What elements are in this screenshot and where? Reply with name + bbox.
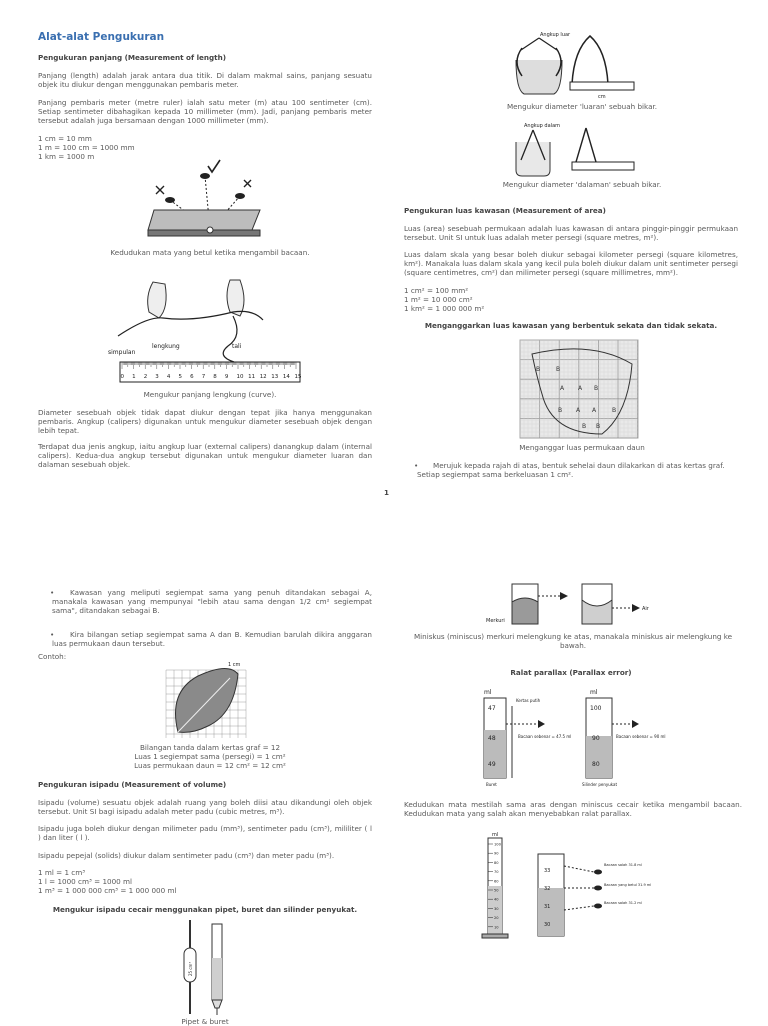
label-ml: ml: [590, 689, 598, 696]
svg-text:B: B: [556, 366, 561, 373]
svg-text:B: B: [558, 407, 563, 414]
ruler-number: 6: [190, 374, 194, 380]
cylinder-tick: 30: [494, 906, 499, 911]
para-calipers: Terdapat dua jenis angkup, iaitu angkup luar (external calipers) danangkup dalam (internal calipers). Kedua-dua angkup tersebut digunakan untuk mengukur diameter luaran dan dalaman sesebuah objek.: [38, 442, 372, 469]
cylinder-tick: 10: [494, 925, 499, 930]
label-merkuri: Merkuri: [486, 618, 505, 624]
ruler-number: 12: [259, 374, 267, 380]
caption-leaf2-a: Bilangan tanda dalam kertas graf = 12: [139, 743, 281, 752]
tick-32: 32: [544, 886, 551, 892]
ruler-number: 15: [294, 374, 302, 380]
bullet-dot: •: [414, 461, 419, 470]
ruler-number: 10: [236, 374, 244, 380]
label-reading-2: Bacaan sebenar = 90 ml: [616, 734, 666, 739]
bullet-count: Kira bilangan setiap segiempat sama A dan B. Kemudian barulah dikira anggaran luas permukaan daun tersebut.: [52, 630, 372, 648]
leaf-graph-figure: [520, 340, 638, 438]
label-air: Air: [642, 606, 649, 612]
svg-text:A: A: [576, 407, 581, 414]
para-area-def: Luas (area) sesebuah permukaan adalah luas kawasan di antara pinggir-pinggir permukaan tersebut. Unit SI untuk luas adalah meter persegi (square metres, m²).: [404, 224, 738, 242]
volume-conversion: 1 l = 1000 cm³ = 1000 ml: [38, 877, 133, 886]
caption-eye: Kedudukan mata yang betul ketika mengambil bacaan.: [110, 248, 310, 257]
para-solids: Isipadu pepejal (solids) diukur dalam sentimeter padu (cm³) dan meter padu (m³).: [38, 851, 335, 860]
caption-curve: Mengukur panjang lengkung (curve).: [143, 390, 277, 399]
cylinder-reading-figure: [478, 830, 652, 942]
cylinder-tick: 100: [494, 842, 501, 847]
tick-80: 80: [592, 761, 600, 768]
contoh-label: Contoh:: [38, 652, 67, 661]
label-angkup-luar: Angkup luar: [540, 32, 571, 38]
ruler-number: 3: [155, 374, 159, 380]
tick-49: 49: [488, 761, 496, 768]
label-kertas-putih: Kertas putih: [516, 698, 541, 703]
conversion-line: 1 m = 100 cm = 1000 mm: [38, 143, 135, 152]
para-area-scale: Luas dalam skala yang besar boleh diukur sebagai kilometer persegi (square kilometres, km²). Manakala luas dalam skala yang kecil pula boleh diukur dalam unit sentimeter persegi (square centimetres, cm²) dan milimeter persegi (square millimetres, mm²).: [404, 250, 738, 277]
label-correct: Bacaan yang betul 31.9 ml: [604, 883, 652, 887]
volume-conversion: 1 m³ = 1 000 000 cm³ = 1 000 000 ml: [38, 886, 177, 895]
ruler-number: 4: [166, 374, 171, 380]
heading-estimate: Menganggarkan luas kawasan yang berbentuk sekata dan tidak sekata.: [424, 321, 718, 330]
heading-parallax: Ralat parallax (Parallax error): [510, 668, 632, 677]
cylinder-tick: 60: [494, 879, 499, 884]
bullet-dot: •: [50, 630, 55, 639]
svg-text:B: B: [594, 385, 599, 392]
page-title: Alat-alat Pengukuran: [38, 31, 165, 43]
ruler-number: 5: [178, 374, 182, 380]
svg-text:B: B: [582, 423, 587, 430]
page-number: 1: [384, 488, 390, 497]
leaf-example-figure: [164, 660, 256, 740]
cylinder-tick: 20: [494, 916, 499, 921]
caption-leaf2-b: Luas 1 segiempat sama (persegi) = 1 cm²: [134, 752, 286, 761]
para-volume-units: Isipadu juga boleh diukur dengan milimeter padu (mm³), sentimeter padu (cm³), mililiter ( l ) dan liter ( l ).: [38, 824, 372, 842]
label-angkup-dalam: Angkup dalam: [524, 123, 560, 129]
volume-conversion: 1 ml = 1 cm³: [38, 868, 86, 877]
ruler-number: 1: [132, 374, 136, 380]
area-conversion: 1 cm² = 100 mm²: [404, 286, 469, 295]
label-lengkung: lengkung: [152, 343, 180, 350]
ruler-number: 7: [201, 374, 206, 380]
para-eye-level: Kedudukan mata mestilah sama aras dengan miniscus cecair ketika mengambil bacaan. Kedudukan mata yang salah akan menyebabkan ralat parallax.: [404, 800, 742, 818]
svg-text:A: A: [560, 385, 565, 392]
para-ruler: Panjang pembaris meter (metre ruler) ialah satu meter (m) atau 100 sentimeter (cm). Setiap sentimeter dibahagikan kepada 10 millimeter (mm). Jadi, panjang pembaris meter tersebut adalah juga bersamaan dengan 1000 millimeter (mm).: [38, 98, 372, 125]
tick-30: 30: [544, 922, 551, 928]
bullet-graph-paper: Merujuk kepada rajah di atas, bentuk sehelai daun dilakarkan di atas kertas graf. Setiap segiempat sama berkeluasan 1 cm².: [417, 461, 725, 479]
bullet-a-b: Kawasan yang meliputi segiempat sama yang penuh ditandakan sebagai A, manakala kawasan yang mempunyai "lebih atau sama dengan 1/2 cm² segiempat sama", ditandakan sebagai B.: [52, 588, 372, 615]
label-buret: Buret: [486, 782, 497, 787]
caption-meniscus: Miniskus (miniscus) merkuri melengkung ke atas, manakala miniskus air melengkung ke bawah.: [413, 632, 733, 650]
label-wrong-low: Bacaan salah 31.2 ml: [604, 901, 642, 905]
label-1cm: 1 cm: [228, 662, 241, 668]
label-ml: ml: [492, 832, 499, 838]
ruler-number: 2: [143, 374, 148, 380]
tick-48: 48: [488, 735, 496, 742]
para-length-def: Panjang (length) adalah jarak antara dua titik. Di dalam makmal sains, panjang sesuatu objek itu diukur dengan menggunakan pembaris meter.: [38, 71, 372, 89]
cylinder-tick: 40: [494, 897, 499, 902]
caption-pipet: Pipet & buret: [181, 1017, 229, 1026]
heading-area: Pengukuran luas kawasan (Measurement of area): [404, 206, 606, 215]
heading-volume: Pengukuran isipadu (Measurement of volume): [38, 780, 227, 789]
ruler-number: 0: [120, 374, 124, 380]
label-simpulan: simpulan: [108, 349, 136, 356]
svg-text:B: B: [596, 423, 601, 430]
label-silinder: Silinder penyukat: [582, 782, 618, 787]
ruler-number: 8: [213, 374, 217, 380]
ruler-number: 13: [271, 374, 279, 380]
label-tali: tali: [232, 343, 242, 350]
parallax-figure: [478, 688, 664, 788]
caption-inner: Mengukur diameter 'dalaman' sebuah bikar.: [502, 180, 662, 189]
label-wrong-high: Bacaan salah 31.8 ml: [604, 863, 642, 867]
label-ml: ml: [484, 689, 492, 696]
bullet-dot: •: [50, 588, 55, 597]
para-diameter: Diameter sesebuah objek tidak dapat diukur dengan tepat jika hanya menggunakan pembaris. Angkup (calipers) digunakan untuk mengukur diameter sesebuah objek dengan lebih tepat.: [38, 408, 372, 435]
cylinder-tick: 80: [494, 860, 499, 865]
cylinder-tick: 90: [494, 851, 499, 856]
ruler-number: 9: [224, 374, 229, 380]
ruler-number: 11: [248, 374, 256, 380]
tick-90: 90: [592, 735, 600, 742]
caption-leaf2-c: Luas permukaan daun = 12 cm² = 12 cm²: [134, 761, 286, 770]
conversion-line: 1 cm = 10 mm: [38, 134, 92, 143]
conversion-line: 1 km = 1000 m: [38, 152, 95, 161]
area-conversion: 1 km² = 1 000 000 m²: [404, 304, 485, 313]
curve-measure-figure: [108, 276, 304, 386]
label-reading-1: Bacaan sebenar = 47.5 ml: [518, 734, 572, 739]
svg-text:A: A: [592, 407, 597, 414]
heading-liquid: Mengukur isipadu cecair menggunakan pipet, buret dan silinder penyukat.: [52, 905, 358, 914]
heading-length: Pengukuran panjang (Measurement of length): [38, 53, 227, 62]
svg-text:B: B: [536, 366, 541, 373]
tick-33: 33: [544, 868, 551, 874]
cylinder-tick: 50: [494, 888, 499, 893]
ruler-number: 14: [282, 374, 290, 380]
svg-text:B: B: [612, 407, 617, 414]
area-conversion: 1 m² = 10 000 cm²: [404, 295, 473, 304]
tick-31: 31: [544, 904, 551, 910]
caption-leaf: Menganggar luas permukaan daun: [519, 443, 645, 452]
cylinder-tick: 70: [494, 870, 499, 875]
label-25cm3: 25 cm³: [188, 961, 193, 976]
tick-47: 47: [488, 705, 496, 712]
tick-100: 100: [590, 705, 602, 712]
label-cm: cm: [598, 94, 606, 100]
meniscus-figure: [486, 582, 664, 628]
inner-caliper-figure: [512, 122, 636, 178]
outer-caliper-figure: [512, 30, 636, 100]
para-volume-def: Isipadu (volume) sesuatu objek adalah ruang yang boleh diisi atau dikandungi oleh objek tersebut. Unit SI bagi isipadu adalah meter padu (cubic metres, m³).: [38, 798, 372, 816]
caption-outer: Mengukur diameter 'luaran' sebuah bikar.: [506, 102, 658, 111]
eye-position-figure: [148, 160, 266, 242]
svg-text:A: A: [578, 385, 583, 392]
pipette-burette-figure: [174, 918, 236, 1016]
